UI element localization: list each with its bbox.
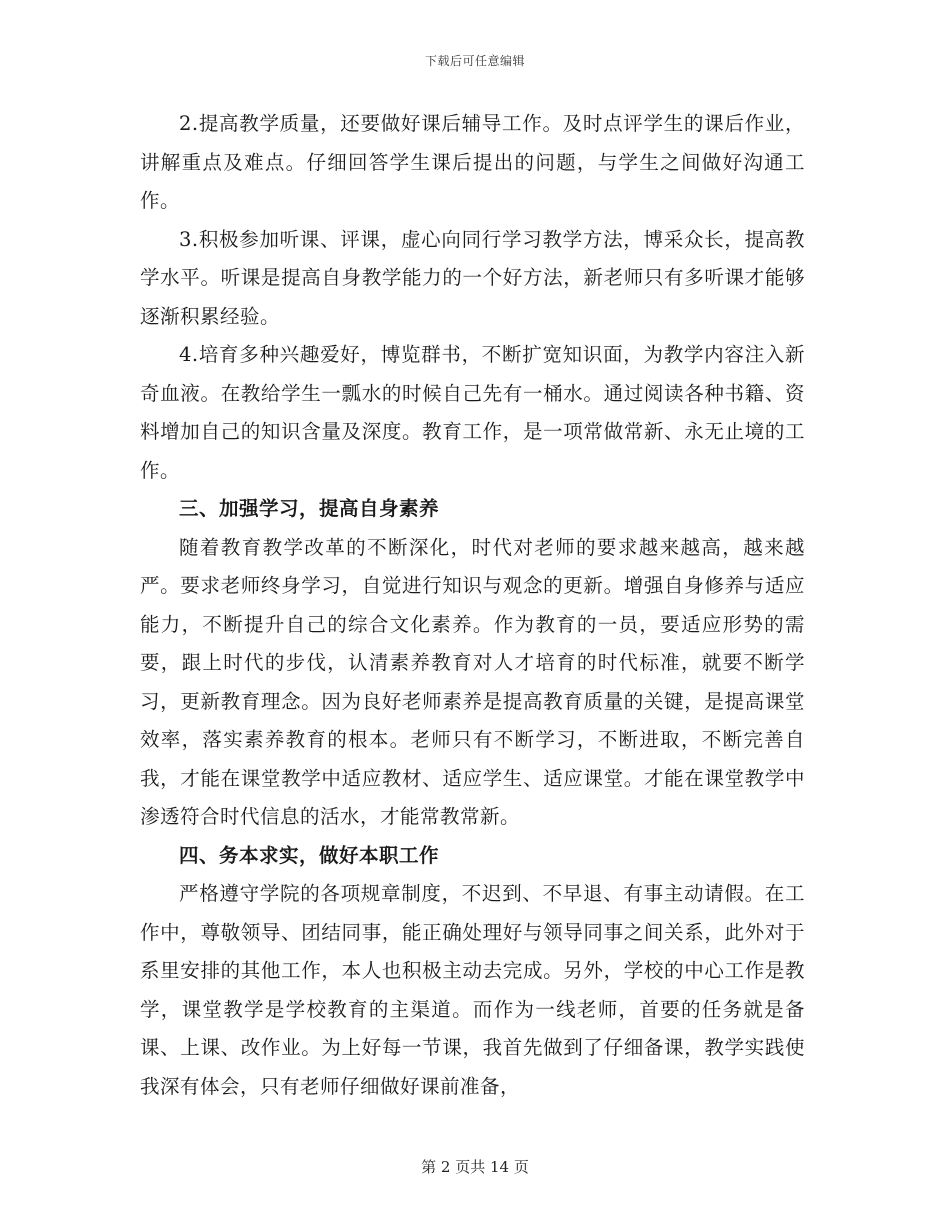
document-body <box>140 105 805 1106</box>
paragraph-item-3: 3.积极参加听课、评课，虚心向同行学习教学方法，博采众长，提高教学水平。听课是提高自身教学能力的一个好方法，新老师只有多听课才能够逐渐积累经验。 <box>140 227 805 328</box>
paragraph-section-3: 随着教育教学改革的不断深化，时代对老师的要求越来越高，越来越严。要求老师终身学习，自觉进行知识与观念的更新。增强自身修养与适应能力，不断提升自己的综合文化素养。作为教育的一员，要适应形势的需要，跟上时代的步伐，认清素养教育对人才培育的时代标准，就要不断学习，更新教育理念。因为良好老师素养是提高教育质量的关键，是提高课堂效率，落实素养教育的根本。老师只有不断学习，不断进取，不断完善自我，才能在课堂教学中适应教材、适应学生、适应课堂。才能在课堂教学中渗透符合时代信息的活水，才能常教常新。 <box>140 535 805 828</box>
page-header: 下载后可任意编辑 <box>424 54 525 68</box>
paragraph-section-4: 严格遵守学院的各项规章制度，不迟到、不早退、有事主动请假。在工作中，尊敬领导、团结同事，能正确处理好与领导同事之间关系，此外对于系里安排的其他工作，本人也积极主动去完成。另外，学校的中心工作是教学，课堂教学是学校教育的主渠道。而作为一线老师，首要的任务就是备课、上课、改作业。为上好每一节课，我首先做到了仔细备课，教学实践使我深有体会，只有老师仔细做好课前准备， <box>140 882 805 1098</box>
section-heading-3: 三、加强学习，提高自身素养 <box>179 497 440 520</box>
paragraph-item-4: 4.培育多种兴趣爱好，博览群书，不断扩宽知识面，为教学内容注入新奇血液。在教给学生一瓢水的时候自己先有一桶水。通过阅读各种书籍、资料增加自己的知识含量及深度。教育工作，是一项常做常新、永无止境的工作。 <box>140 343 805 482</box>
section-heading-4: 四、务本求实，做好本职工作 <box>179 843 440 867</box>
paragraph-item-2: 2.提高教学质量，还要做好课后辅导工作。及时点评学生的课后作业，讲解重点及难点。仔细回答学生课后提出的问题，与学生之间做好沟通工作。 <box>140 112 805 212</box>
page-footer: 第 2 页共 14 页 <box>421 1158 529 1176</box>
